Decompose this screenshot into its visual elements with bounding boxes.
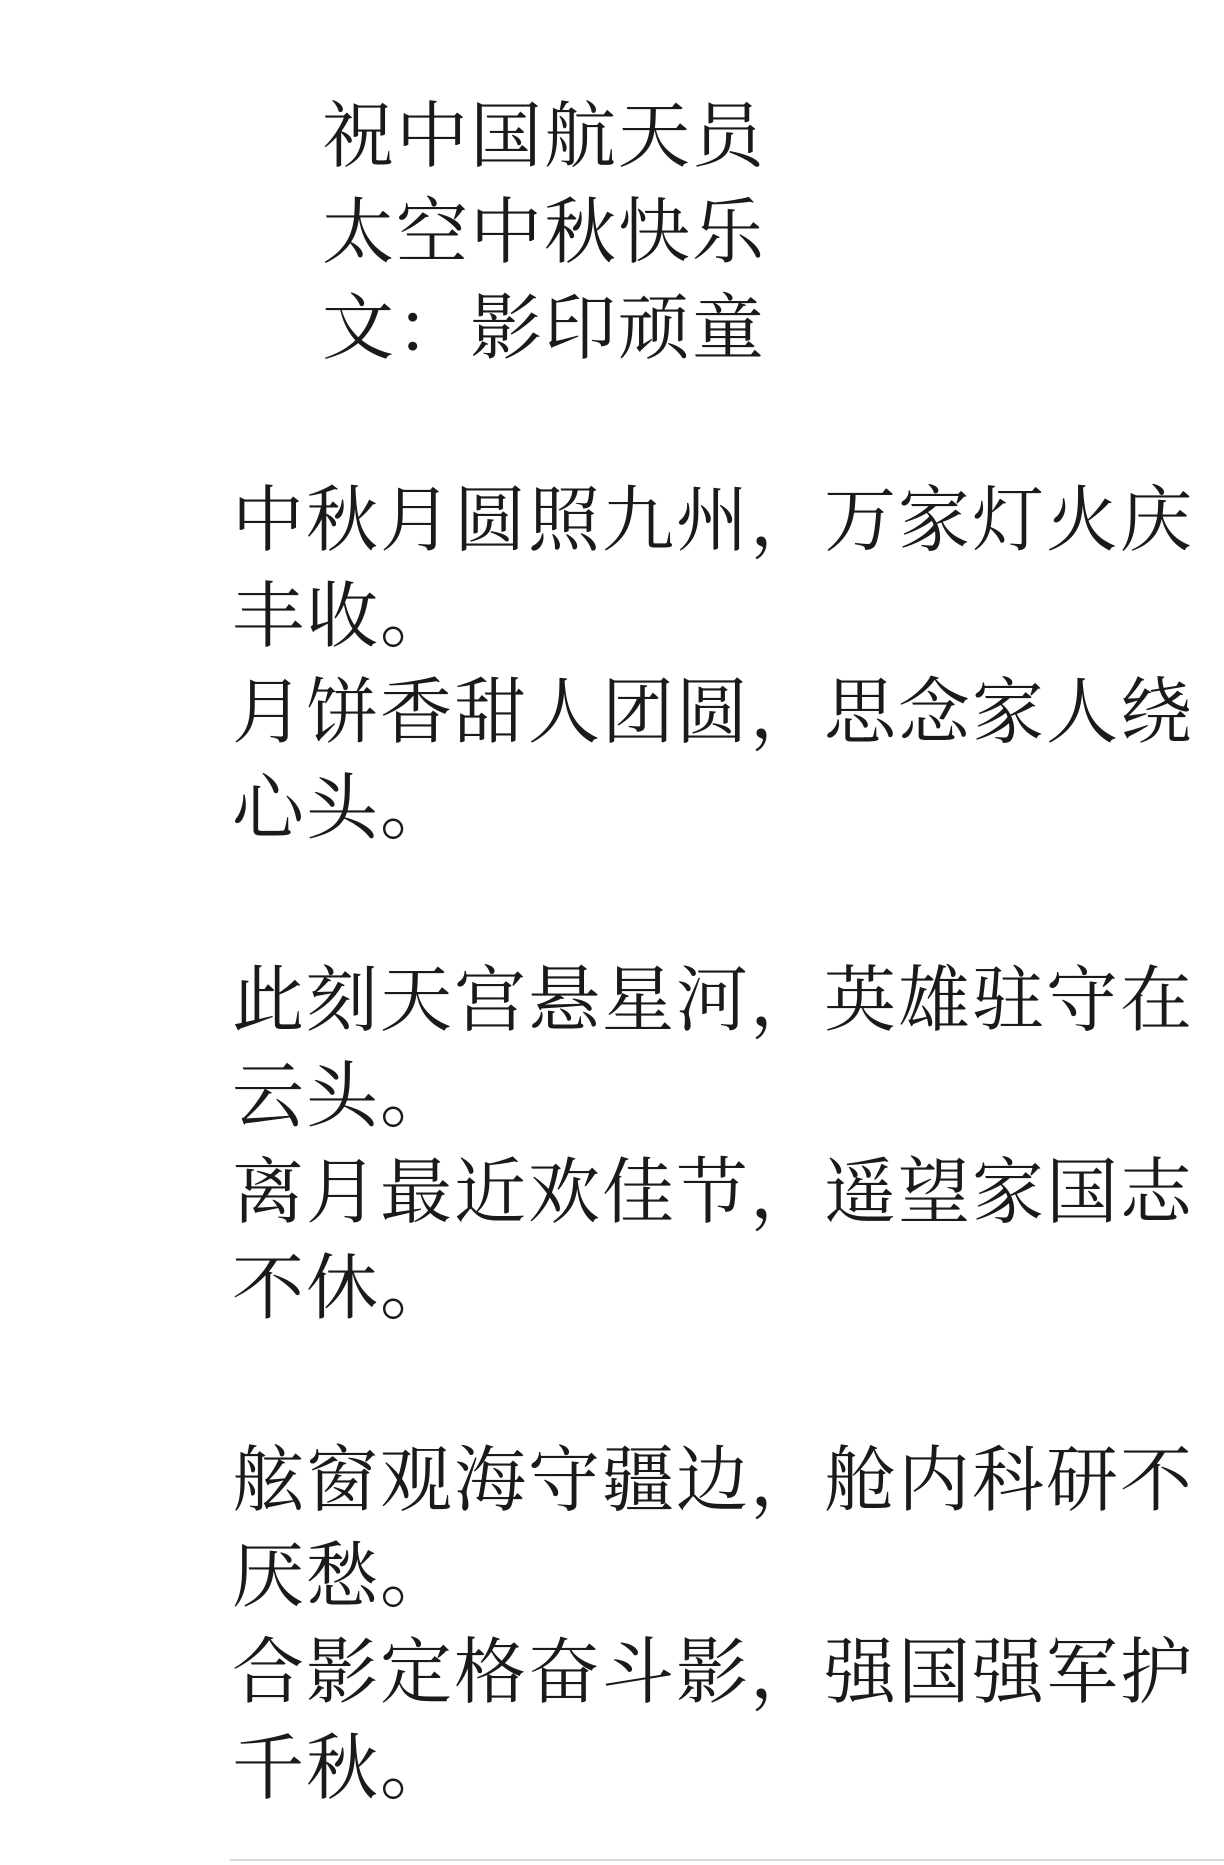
poem-line xyxy=(232,857,1212,953)
poem-line: 此刻天宫悬星河，英雄驻守在 xyxy=(232,961,1195,1041)
poem-line: 云头。 xyxy=(232,1057,455,1137)
poem-line: 祝中国航天员 xyxy=(322,97,767,177)
poem-line: 舷窗观海守疆边，舱内科研不 xyxy=(232,1441,1195,1521)
poem-line: 厌愁。 xyxy=(232,1537,455,1617)
poem-text xyxy=(232,89,1212,1865)
poem-line: 千秋。 xyxy=(232,1729,455,1809)
poem-line xyxy=(232,1817,1212,1865)
poem-line: 中秋月圆照九州，万家灯火庆 xyxy=(232,481,1195,561)
poem-line: 不休。 xyxy=(232,1249,455,1329)
poem-line: 月饼香甜人团圆，思念家人绕 xyxy=(232,673,1195,753)
poem-line: 离月最近欢佳节，遥望家国志 xyxy=(232,1153,1195,1233)
poem-line: 丰收。 xyxy=(232,577,455,657)
poem-line: 太空中秋快乐 xyxy=(322,193,767,273)
bottom-divider xyxy=(230,1859,1224,1861)
poem-line xyxy=(232,377,1212,473)
poem-line xyxy=(232,1337,1212,1433)
poem-line: 合影定格奋斗影，强国强军护 xyxy=(232,1633,1195,1713)
poem-line: 心头。 xyxy=(232,769,455,849)
poem-line: 文：影印顽童 xyxy=(322,289,767,369)
